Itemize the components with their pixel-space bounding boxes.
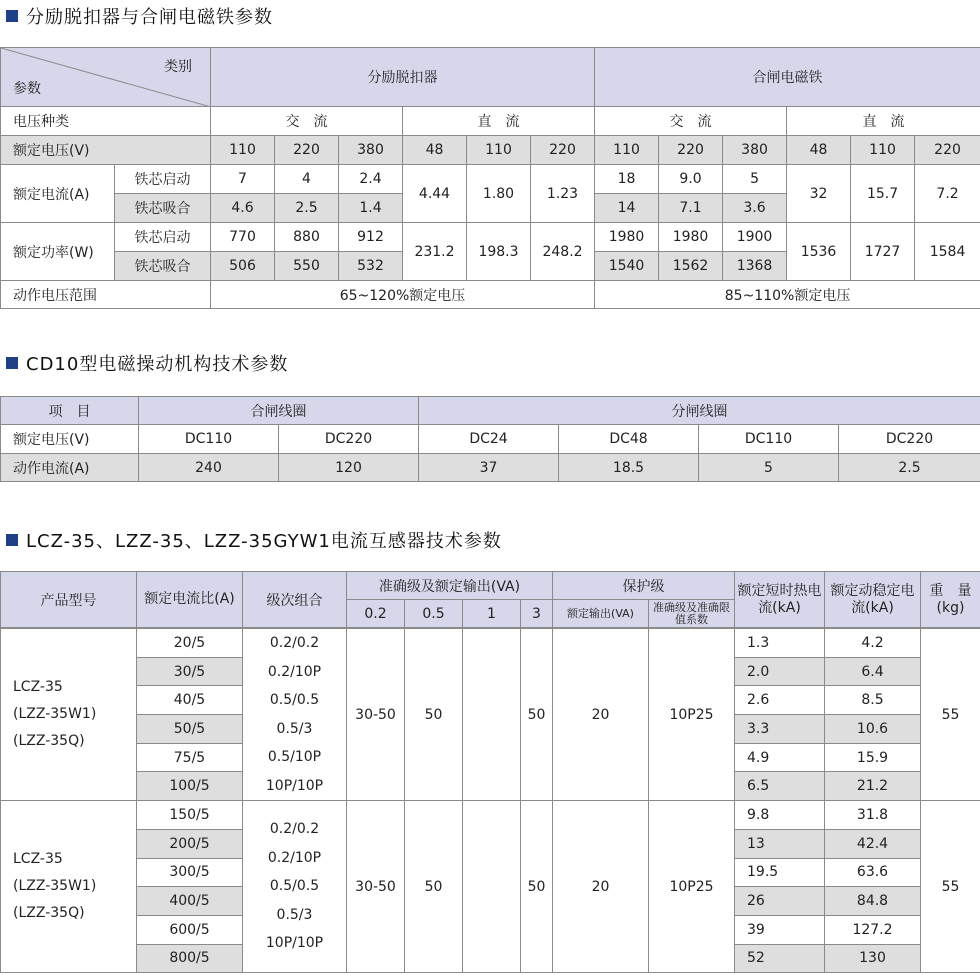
power-cell: 231.2 xyxy=(403,223,467,281)
header-acc-col: 3 xyxy=(521,600,553,628)
sublabel-core-hold: 铁芯吸合 xyxy=(115,194,211,223)
voltage-cell: DC110 xyxy=(139,425,279,454)
prot-limit-cell: 10P25 xyxy=(649,629,735,801)
ratio-cell: 600/5 xyxy=(137,915,243,944)
acc-05-cell: 50 xyxy=(405,629,463,801)
power-cell: 912 xyxy=(339,223,403,252)
dynamic-current-cell: 127.2 xyxy=(825,915,921,944)
current-cell: 7.2 xyxy=(915,165,980,223)
current-cell: 37 xyxy=(419,454,559,482)
power-cell: 1900 xyxy=(723,223,787,252)
current-cell: 18.5 xyxy=(559,454,699,482)
voltage-cell: DC220 xyxy=(839,425,980,454)
power-cell: 198.3 xyxy=(467,223,531,281)
row-label-action-current: 动作电流(A) xyxy=(1,454,139,482)
current-cell: 9.0 xyxy=(659,165,723,194)
power-cell: 506 xyxy=(211,252,275,281)
thermal-current-cell: 13 xyxy=(735,829,825,858)
header-prot-output: 额定输出(VA) xyxy=(553,600,649,628)
thermal-current-cell: 2.6 xyxy=(735,686,825,715)
current-cell: 18 xyxy=(595,165,659,194)
current-cell: 4 xyxy=(275,165,339,194)
header-weight: 重 量(kg) xyxy=(921,572,980,628)
thermal-current-cell: 3.3 xyxy=(735,715,825,744)
row-label-action-range: 动作电压范围 xyxy=(1,281,211,309)
power-cell: 770 xyxy=(211,223,275,252)
power-cell: 1368 xyxy=(723,252,787,281)
row-label-rated-voltage: 额定电压(V) xyxy=(1,425,139,454)
group-header-shunt-trip: 分励脱扣器 xyxy=(211,48,595,107)
voltage-cell: DC220 xyxy=(279,425,419,454)
combo-cell xyxy=(243,801,347,973)
voltage-cell: 110 xyxy=(211,136,275,165)
prot-output-cell: 20 xyxy=(553,801,649,973)
row-label-rated-voltage: 额定电压(V) xyxy=(1,136,211,165)
current-cell: 1.80 xyxy=(467,165,531,223)
header-acc-col: 0.5 xyxy=(405,600,463,628)
model-line: (LZZ-35W1) xyxy=(13,706,97,723)
combo-line: 0.2/0.2 xyxy=(269,821,320,838)
voltage-cell: 380 xyxy=(339,136,403,165)
thermal-current-cell: 2.0 xyxy=(735,657,825,686)
current-cell: 7 xyxy=(211,165,275,194)
current-cell: 120 xyxy=(279,454,419,482)
dynamic-current-cell: 10.6 xyxy=(825,715,921,744)
model-cell xyxy=(1,629,137,801)
voltage-cell: DC24 xyxy=(419,425,559,454)
dynamic-current-cell: 15.9 xyxy=(825,743,921,772)
model-line: LCZ-35 xyxy=(13,851,63,868)
voltage-cell: 110 xyxy=(467,136,531,165)
close-coil-header: 合闸线圈 xyxy=(139,397,419,425)
voltage-cell: 48 xyxy=(403,136,467,165)
model-line: LCZ-35 xyxy=(13,679,63,696)
section2-title: CD10型电磁操动机构技术参数 xyxy=(6,352,288,374)
ratio-cell: 40/5 xyxy=(137,686,243,715)
current-cell: 1.23 xyxy=(531,165,595,223)
dynamic-current-cell: 21.2 xyxy=(825,772,921,801)
header-accuracy: 准确级及额定输出(VA) xyxy=(347,572,553,600)
corner-header: 类别 参数 xyxy=(1,48,211,107)
ratio-cell: 400/5 xyxy=(137,887,243,916)
voltage-cell: DC48 xyxy=(559,425,699,454)
voltage-cell: 48 xyxy=(787,136,851,165)
ratio-cell: 100/5 xyxy=(137,772,243,801)
row-label-rated-power: 额定功率(W) xyxy=(1,223,115,281)
power-cell: 880 xyxy=(275,223,339,252)
ratio-cell: 20/5 xyxy=(137,629,243,658)
current-transformer-body xyxy=(0,628,980,973)
thermal-current-cell: 39 xyxy=(735,915,825,944)
dynamic-current-cell: 4.2 xyxy=(825,629,921,658)
combo-line: 0.2/0.2 xyxy=(269,635,320,652)
power-cell: 248.2 xyxy=(531,223,595,281)
power-cell: 1562 xyxy=(659,252,723,281)
model-line: (LZZ-35Q) xyxy=(13,905,85,922)
power-cell: 550 xyxy=(275,252,339,281)
sublabel-core-hold: 铁芯吸合 xyxy=(115,252,211,281)
ratio-cell: 300/5 xyxy=(137,858,243,887)
current-cell: 240 xyxy=(139,454,279,482)
current-cell: 3.6 xyxy=(723,194,787,223)
header-model: 产品型号 xyxy=(1,572,137,628)
dc-label: 直 流 xyxy=(403,107,595,136)
power-cell: 1540 xyxy=(595,252,659,281)
acc-02-cell: 30-50 xyxy=(347,629,405,801)
sublabel-core-start: 铁芯启动 xyxy=(115,165,211,194)
ratio-cell: 150/5 xyxy=(137,801,243,830)
combo-line: 0.5/10P xyxy=(267,749,322,766)
model-cell xyxy=(1,801,137,973)
current-cell: 15.7 xyxy=(851,165,915,223)
thermal-current-cell: 6.5 xyxy=(735,772,825,801)
thermal-current-cell: 4.9 xyxy=(735,743,825,772)
current-cell: 5 xyxy=(699,454,839,482)
ratio-cell: 50/5 xyxy=(137,715,243,744)
bullet-square-icon xyxy=(6,534,18,546)
prot-limit-cell: 10P25 xyxy=(649,801,735,973)
dynamic-current-cell: 84.8 xyxy=(825,887,921,916)
combo-line: 0.5/0.5 xyxy=(269,692,320,709)
header-short-time-current: 额定短时热电流(kA) xyxy=(735,572,825,628)
acc-02-cell: 30-50 xyxy=(347,801,405,973)
combo-line: 10P/10P xyxy=(265,935,324,952)
bullet-square-icon xyxy=(6,357,18,369)
acc-3-cell: 50 xyxy=(521,801,553,973)
dynamic-current-cell: 63.6 xyxy=(825,858,921,887)
item-header: 项 目 xyxy=(1,397,139,425)
action-range-cell: 85~110%额定电压 xyxy=(595,281,980,309)
dynamic-current-cell: 8.5 xyxy=(825,686,921,715)
thermal-current-cell: 9.8 xyxy=(735,801,825,830)
model-line: (LZZ-35Q) xyxy=(13,733,85,750)
weight-cell: 55 xyxy=(921,629,980,801)
power-cell: 1980 xyxy=(659,223,723,252)
model-line: (LZZ-35W1) xyxy=(13,878,97,895)
weight-cell: 55 xyxy=(921,801,980,973)
current-cell: 14 xyxy=(595,194,659,223)
current-cell: 1.4 xyxy=(339,194,403,223)
ac-label: 交 流 xyxy=(211,107,403,136)
voltage-cell: 110 xyxy=(595,136,659,165)
ratio-cell: 75/5 xyxy=(137,743,243,772)
combo-line: 0.5/3 xyxy=(276,906,313,923)
current-cell: 2.5 xyxy=(275,194,339,223)
power-cell: 532 xyxy=(339,252,403,281)
section3-title: LCZ-35、LZZ-35、LZZ-35GYW1电流互感器技术参数 xyxy=(6,529,502,551)
operating-mechanism-table xyxy=(0,396,980,482)
header-combo: 级次组合 xyxy=(243,572,347,628)
combo-line: 0.2/10P xyxy=(267,663,322,680)
current-cell: 2.4 xyxy=(339,165,403,194)
ratio-cell: 30/5 xyxy=(137,657,243,686)
header-prot-limit: 准确级及准确限值系数 xyxy=(649,600,735,628)
voltage-cell: 110 xyxy=(851,136,915,165)
current-transformer-table xyxy=(0,571,980,628)
combo-line: 10P/10P xyxy=(265,777,324,794)
acc-05-cell: 50 xyxy=(405,801,463,973)
action-range-cell: 65~120%额定电压 xyxy=(211,281,595,309)
combo-cell xyxy=(243,629,347,801)
ratio-cell: 200/5 xyxy=(137,829,243,858)
voltage-cell: 380 xyxy=(723,136,787,165)
open-coil-header: 分闸线圈 xyxy=(419,397,980,425)
thermal-current-cell: 26 xyxy=(735,887,825,916)
header-protection: 保护级 xyxy=(553,572,735,600)
row-label-voltage-type: 电压种类 xyxy=(1,107,211,136)
row-label-rated-current: 额定电流(A) xyxy=(1,165,115,223)
trip-coil-table xyxy=(0,47,980,309)
thermal-current-cell: 52 xyxy=(735,944,825,973)
ac-label: 交 流 xyxy=(595,107,787,136)
thermal-current-cell: 19.5 xyxy=(735,858,825,887)
section1-title: 分励脱扣器与合闸电磁铁参数 xyxy=(6,5,273,27)
dynamic-current-cell: 42.4 xyxy=(825,829,921,858)
current-cell: 7.1 xyxy=(659,194,723,223)
power-cell: 1536 xyxy=(787,223,851,281)
acc-3-cell: 50 xyxy=(521,629,553,801)
combo-line: 0.5/0.5 xyxy=(269,878,320,895)
current-cell: 4.44 xyxy=(403,165,467,223)
combo-line: 0.2/10P xyxy=(267,849,322,866)
power-cell: 1584 xyxy=(915,223,980,281)
thermal-current-cell: 1.3 xyxy=(735,629,825,658)
dynamic-current-cell: 130 xyxy=(825,944,921,973)
combo-line: 0.5/3 xyxy=(276,720,313,737)
voltage-cell: 220 xyxy=(659,136,723,165)
current-cell: 4.6 xyxy=(211,194,275,223)
header-acc-col: 1 xyxy=(463,600,521,628)
voltage-cell: 220 xyxy=(915,136,980,165)
header-dynamic-current: 额定动稳定电流(kA) xyxy=(825,572,921,628)
dynamic-current-cell: 31.8 xyxy=(825,801,921,830)
acc-1-cell xyxy=(463,629,521,801)
sublabel-core-start: 铁芯启动 xyxy=(115,223,211,252)
bullet-square-icon xyxy=(6,10,18,22)
current-cell: 2.5 xyxy=(839,454,980,482)
voltage-cell: 220 xyxy=(531,136,595,165)
current-cell: 32 xyxy=(787,165,851,223)
power-cell: 1980 xyxy=(595,223,659,252)
voltage-cell: 220 xyxy=(275,136,339,165)
header-acc-col: 0.2 xyxy=(347,600,405,628)
header-ratio: 额定电流比(A) xyxy=(137,572,243,628)
ratio-cell: 800/5 xyxy=(137,944,243,973)
dynamic-current-cell: 6.4 xyxy=(825,657,921,686)
voltage-cell: DC110 xyxy=(699,425,839,454)
prot-output-cell: 20 xyxy=(553,629,649,801)
power-cell: 1727 xyxy=(851,223,915,281)
current-cell: 5 xyxy=(723,165,787,194)
dc-label: 直 流 xyxy=(787,107,980,136)
group-header-closing-magnet: 合闸电磁铁 xyxy=(595,48,980,107)
acc-1-cell xyxy=(463,801,521,973)
